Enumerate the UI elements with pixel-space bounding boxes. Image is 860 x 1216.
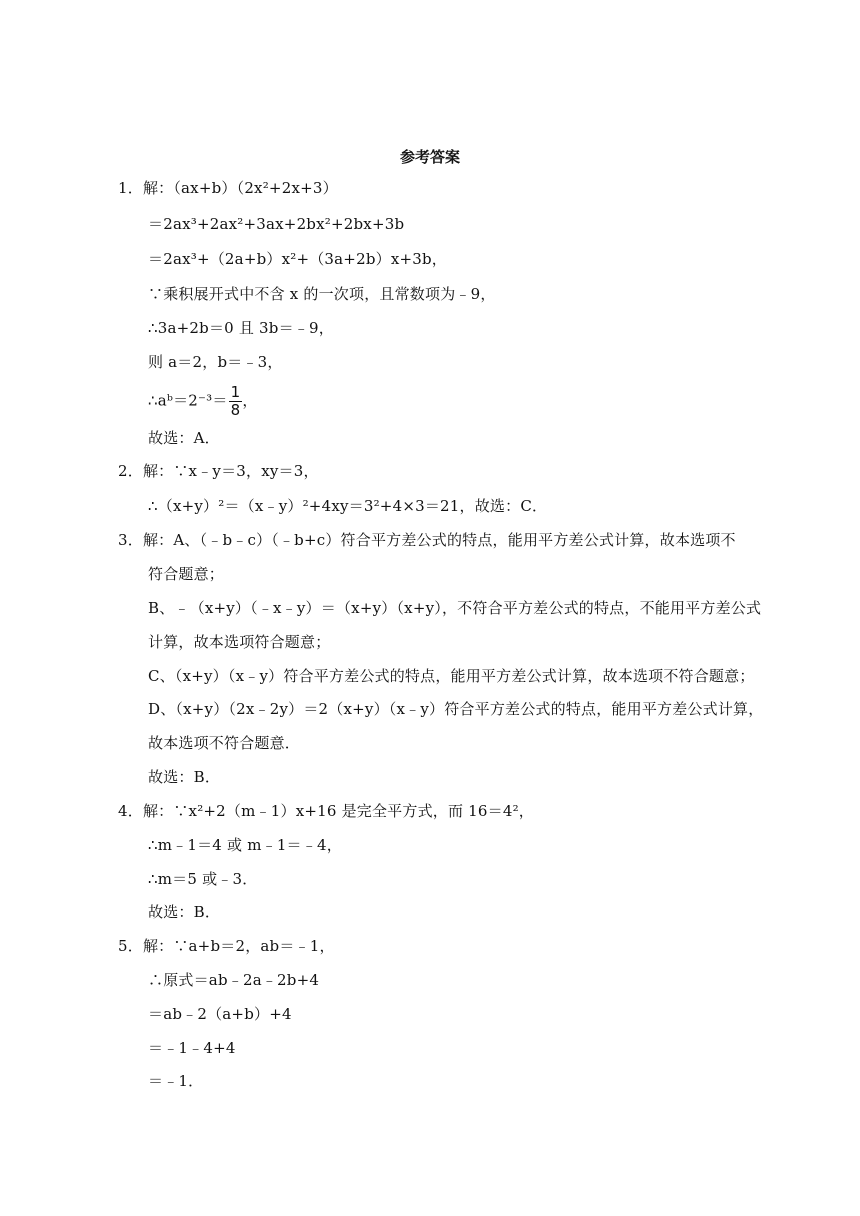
answer-3-line-4: 计算，故本选项符合题意； — [148, 633, 331, 651]
page-title: 参考答案 — [399, 148, 460, 166]
answer-3-line-1: 3．解：A、（﹣b﹣c）（﹣b+c）符合平方差公式的特点，能用平方差公式计算，故本选项不 — [118, 531, 736, 549]
answer-1-line-3: ＝2ax³+（2a+b）x²+（3a+2b）x+3b， — [148, 250, 447, 268]
answer-2-line-2: ∴（x+y）²＝（x﹣y）²+4xy＝3²+4×3＝21，故选：C． — [148, 497, 548, 515]
answer-4-line-2: ∴m﹣1＝4 或 m﹣1＝﹣4， — [148, 836, 342, 854]
answer-1-line-8: 故选：A． — [148, 429, 220, 447]
answer-4-line-4: 故选：B． — [148, 903, 221, 921]
fraction-suffix: ， — [242, 391, 258, 410]
answer-5-line-1: 5．解：∵a+b＝2，ab＝﹣1， — [118, 937, 335, 955]
answer-1-line-7-text: ∴aᵇ＝2⁻³＝ — [148, 391, 228, 410]
fraction-numerator: 1 — [230, 383, 241, 401]
fraction-one-eighth — [229, 384, 243, 419]
answer-4-line-1: 4．解：∵x²+2（m﹣1）x+16 是完全平方式，而 16＝4²， — [118, 802, 534, 820]
answer-5-line-4: ＝﹣1﹣4+4 — [148, 1039, 236, 1057]
answer-5-line-5: ＝﹣1． — [148, 1072, 204, 1090]
answer-5-line-3: ＝ab﹣2（a+b）+4 — [148, 1005, 292, 1023]
answer-3-line-2: 符合题意； — [148, 565, 225, 583]
answer-1-line-5: ∴3a+2b＝0 且 3b＝﹣9， — [148, 319, 334, 337]
answer-1-line-6: 则 a＝2，b＝﹣3， — [148, 353, 283, 371]
answer-1-line-2: ＝2ax³+2ax²+3ax+2bx²+2bx+3b — [148, 215, 405, 233]
answer-3-line-5: C、（x+y）（x﹣y）符合平方差公式的特点，能用平方差公式计算，故本选项不符合题意； — [148, 667, 755, 685]
answer-3-line-3: B、﹣（x+y）（﹣x﹣y）＝（x+y）（x+y），不符合平方差公式的特点，不能用平方差公式 — [148, 599, 762, 617]
answer-2-line-1: 2．解：∵x﹣y＝3，xy＝3， — [118, 462, 319, 480]
answer-4-line-3: ∴m＝5 或﹣3． — [148, 870, 258, 888]
answer-1-line-7 — [148, 384, 258, 419]
fraction-denominator: 8 — [230, 401, 241, 419]
answer-3-line-6: D、（x+y）（2x﹣2y）＝2（x+y）（x﹣y）符合平方差公式的特点，能用平方差公式计算， — [148, 700, 764, 718]
answer-1-line-1: 1．解：（ax+b）（2x²+2x+3） — [118, 179, 338, 197]
answer-5-line-2: ∴原式＝ab﹣2a﹣2b+4 — [148, 971, 320, 989]
answer-3-line-7: 故本选项不符合题意． — [148, 734, 301, 752]
answer-1-line-4: ∵乘积展开式中不含 x 的一次项，且常数项为﹣9， — [148, 285, 496, 303]
answer-3-line-8: 故选：B． — [148, 768, 221, 786]
